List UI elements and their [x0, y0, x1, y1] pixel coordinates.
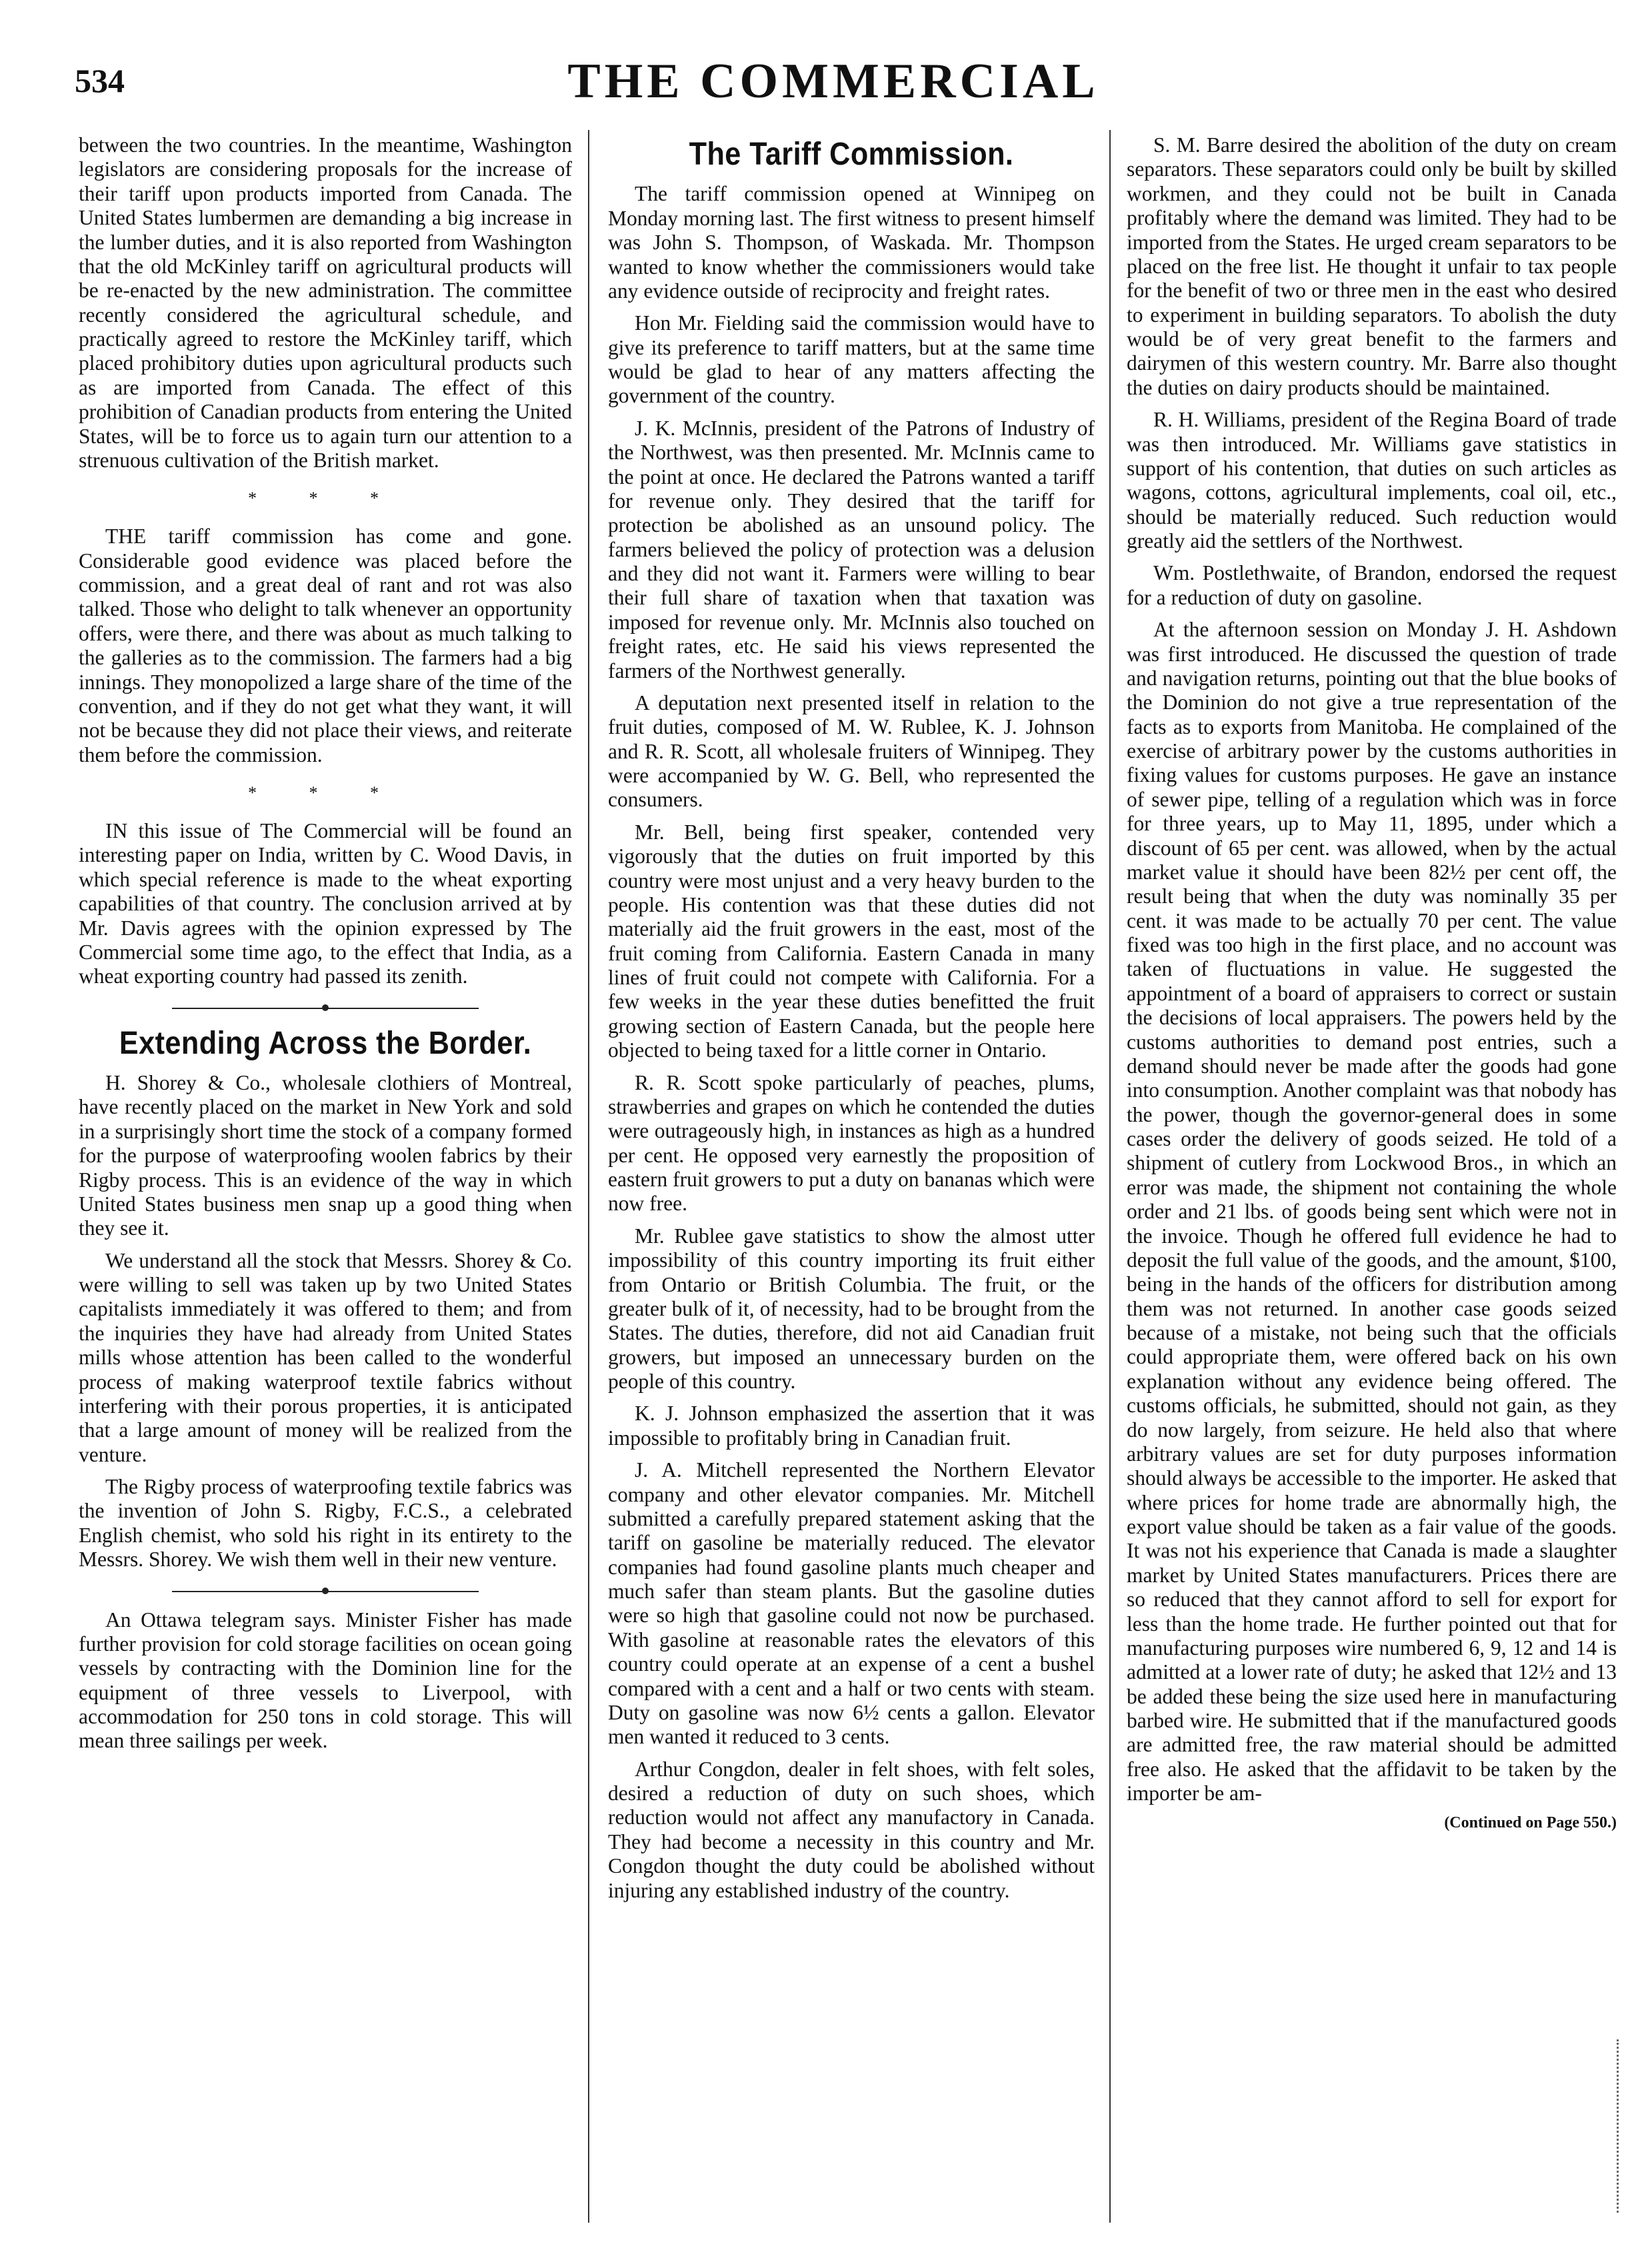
commission-paragraph: A deputation next presented itself in relation to the fruit duties, composed of M. W. Rublee, K. J. Johnson and R. R. Scott, all wholesale fruiters of Winnipeg. They were accompanied by W. G. Bell, who represented the consumers.: [608, 690, 1095, 812]
commission-paragraph: Hon Mr. Fielding said the commission would have to give its preference to tariff matters, but at the same time would be glad to hear of any matters affecting the government of the country.: [608, 311, 1095, 408]
ottawa-paragraph: An Ottawa telegram says. Minister Fisher has made further provision for cold storage facilities on ocean going vessels by contracting with the Dominion line for the equipment of three vessels to Liverpool, with accommodation for 250 tons in cold storage. This will mean three sailings per week.: [79, 1608, 572, 1753]
commission-paragraph: Mr. Bell, being first speaker, contended very vigorously that the duties on fruit imported by this country were most unjust and a very heavy burden to the people. His contention was that these duties did not materially aid the fruit growers in the east, most of the fruit coming from California. Eastern Canada in many lines of fruit could not compete with California. For a few weeks in the year these duties benefitted the fruit growing section of Eastern Canada, but the people here objected to being taxed for a little corner in Ontario.: [608, 820, 1095, 1062]
page-edge-mark: [1617, 2039, 1621, 2213]
commission-paragraph: R. R. Scott spoke particularly of peaches, plums, strawberries and grapes on which he contended the duties were outrageously high, in instances as high as a hundred per cent. He opposed very earnestly the proposition of eastern fruit growers to put a duty on bananas which were now free.: [608, 1070, 1095, 1216]
border-paragraph: H. Shorey & Co., wholesale clothiers of Montreal, have recently placed on the market in New York and sold in a surprisingly short time the stock of a company formed for the purpose of waterproofing woolen fabrics by their Rigby process. This is an evidence of the way in which United States business men snap up a good thing when they see it.: [79, 1071, 572, 1240]
commission-paragraph: Mr. Rublee gave statistics to show the almost utter impossibility of this country importing its fruit either from Ontario or British Columbia. The fruit, or the greater bulk of it, of necessity, had to be brought from the States. The duties, therefore, did not aid Canadian fruit growers, but imposed an unnecessary burden on the people of this country.: [608, 1224, 1095, 1394]
section-separator: * * *: [248, 489, 403, 509]
masthead: [0, 0, 1634, 133]
india-paragraph: IN this issue of The Commercial will be found an interesting paper on India, written by C. Wood Davis, in which special reference is made to the wheat exporting capabilities of that country. The conclusion arrived at by Mr. Davis agrees with the opinion expressed by The Commercial some time ago, to the effect that India, as a wheat exporting country had passed its zenith.: [79, 819, 572, 988]
tariff-commission-title: The Tariff Commission.: [689, 137, 1014, 172]
commission-paragraph: At the afternoon session on Monday J. H. Ashdown was first introduced. He discussed the question of trade and navigation returns, pointing out that the blue books of the Dominion do not give a true representation of the facts as to exports from Manitoba. He complained of the exercise of arbitrary power by the customs authorities in fixing values for customs purposes. He gave an instance of sewer pipe, telling of a regulation which was in force for three years, up to May 11, 1895, under which a discount of 65 per cent. was allowed, when by the actual market value it should have been 82½ per cent off, the result being that when the duty was nominally 35 per cent. it was made to be actually 70 per cent. The value fixed was too high in the first place, and no account was taken of fluctuations in value. He suggested the appointment of a board of appraisers to correct or sustain the decisions of local appraisers. The powers held by the customs authorities to demand post entries, such a demand should never be made after the goods had gone into consumption. Another complaint was that nobody has the power, though the governor-general does in some cases order the delivery of goods seized. He told of a shipment of cutlery from Lockwood Bros., in which an error was made, the shipment not containing the whole order and 21 lbs. of goods being sent which were not in the invoice. Though he offered full evidence he had to deposit the full value of the goods, and the amount, $100, being in the hands of the officers for distribution among them was not returned. In another case goods seized because of a mistake, not being such that the officials could appropriate them, were offered back on his own explanation without any evidence being offered. The customs officials, he submitted, should not gain, as they do now largely, from seizure. He held also that where arbitrary values are set for duty purposes information should always be accessible to the importer. He asked that where prices for home trade are abnormally high, the export value should be taken as a fair value of the goods. It was not his experience that Canada is made a slaughter market by United States manufacturers. Prices there are so reduced that they cannot afford to sell for export for less than the home trade. He further pointed out that for manufacturing purposes wire numbered 6, 9, 12 and 14 is admitted at a lower rate of duty; he asked that 12½ and 13 be added these being the size used here in manufacturing barbed wire. He submitted that if the manufactured goods are admitted free, the raw material should be admitted free also. He asked that the affidavit to be taken by the importer be am-: [1127, 618, 1617, 1805]
column-2: [608, 133, 1095, 2219]
commission-paragraph: J. K. McInnis, president of the Patrons of Industry of the Northwest, was then presented. Mr. McInnis came to the point at once. He declared the Patrons wanted a tariff for revenue only. They desired that the tariff for protection be abolished as an unsound policy. The farmers believed the policy of protection was a delusion and they did not want it. Farmers were willing to bear their full share of taxation when that taxation was imposed for revenue only. Mr. McInnis also touched on freight rates, etc. He said his views represented the farmers of the Northwest generally.: [608, 416, 1095, 682]
article-divider: [172, 1008, 479, 1009]
commission-paragraph: R. H. Williams, president of the Regina Board of trade was then introduced. Mr. Williams gave statistics in support of his contention, that duties on such articles as wagons, cottons, agricultural implements, coal oil, etc., should be materially reduced. Such reduction would greatly aid the settlers of the Northwest.: [1127, 408, 1617, 553]
column-3: [1127, 133, 1617, 2219]
tariff-paragraph: THE tariff commission has come and gone. Considerable good evidence was placed before the commission, and a great deal of rant and rot was also talked. Those who delight to talk whenever an opportunity offers, were there, and there was about as much talking to the galleries as to the commission. The farmers had a big innings. They monopolized a large share of the time of the convention, and if they do not get what they want, it will not be because they did not place their views, and reiterate them before the commission.: [79, 525, 572, 766]
journal-title: THE COMMERCIAL: [567, 54, 1099, 109]
column-rule-left: [588, 130, 589, 2223]
continued-note: (Continued on Page 550.): [1444, 1813, 1617, 1831]
page-number: 534: [75, 62, 125, 99]
commission-paragraph: The tariff commission opened at Winnipeg on Monday morning last. The first witness to present himself was John S. Thompson, of Waskada. Mr. Thompson wanted to know whether the commissioners would take any evidence outside of reciprocity and freight rates.: [608, 182, 1095, 303]
column-rule-right: [1109, 130, 1111, 2223]
commission-paragraph: S. M. Barre desired the abolition of the duty on cream separators. These separators could only be built by skilled workmen, and they could not be built in Canada profitably where the demand was limited. They had to be imported from the States. He urged cream separators to be placed on the free list. He thought it unfair to tax people for the benefit of two or three men in the east who desired to experiment in building separators. To abolish the duty would be of very great benefit to the farmers and dairymen of this western country. Mr. Barre also thought the duties on dairy products should be maintained.: [1127, 133, 1617, 399]
commission-paragraph: K. J. Johnson emphasized the assertion that it was impossible to profitably bring in Canadian fruit.: [608, 1402, 1095, 1450]
commission-paragraph: Wm. Postlethwaite, of Brandon, endorsed the request for a reduction of duty on gasoline.: [1127, 561, 1617, 609]
border-article-title: Extending Across the Border.: [119, 1025, 532, 1061]
article-divider: [172, 1591, 479, 1592]
column-1: [79, 133, 572, 2219]
section-separator: * * *: [248, 783, 403, 803]
border-paragraph: We understand all the stock that Messrs. Shorey & Co. were willing to sell was taken up by two United States capitalists immediately it was offered to them; and from the inquiries they have had already from United States mills whose attention has been called to the wonderful process of making waterproof textile fabrics without interfering with their porous properties, it is anticipated that a large amount of money will be realized from the venture.: [79, 1248, 572, 1466]
commission-paragraph: Arthur Congdon, dealer in felt shoes, with felt soles, desired a reduction of duty on such shoes, which reduction would not affect any manufactory in Canada. They had become a necessity in this country and Mr. Congdon thought the duty could be abolished without injuring any established industry of the country.: [608, 1757, 1095, 1902]
border-paragraph: The Rigby process of waterproofing textile fabrics was the invention of John S. Rigby, F.C.S., a celebrated English chemist, who sold his right in its entirety to the Messrs. Shorey. We wish them well in their new venture.: [79, 1475, 572, 1572]
intro-paragraph: between the two countries. In the meantime, Washington legislators are considering proposals for the increase of their tariff upon products imported from Canada. The United States lumbermen are demanding a big increase in the lumber duties, and it is also reported from Washington that the old McKinley tariff on agricultural products will be re-enacted by the new administration. The committee recently considered the agricultural schedule, and practically agreed to restore the McKinley tariff, which placed prohibitory duties upon agricultural products such as are imported from Canada. The effect of this prohibition of Canadian products from entering the United States, will be to force us to again turn our attention to a strenuous cultivation of the British market.: [79, 133, 572, 472]
commission-paragraph: J. A. Mitchell represented the Northern Elevator company and other elevator companies. Mr. Mitchell submitted a carefully prepared statement asking that the tariff on gasoline be materially reduced. The elevator companies had found gasoline plants much cheaper and much safer than steam plants. But the gasoline duties were so high that gasoline could not now be purchased. With gasoline at reasonable rates the elevators of this country could operate at an expense of a cent a bushel compared with a cent and a half or two cents with steam. Duty on gasoline was now 6½ cents a gallon. Elevator men wanted it reduced to 3 cents.: [608, 1458, 1095, 1749]
